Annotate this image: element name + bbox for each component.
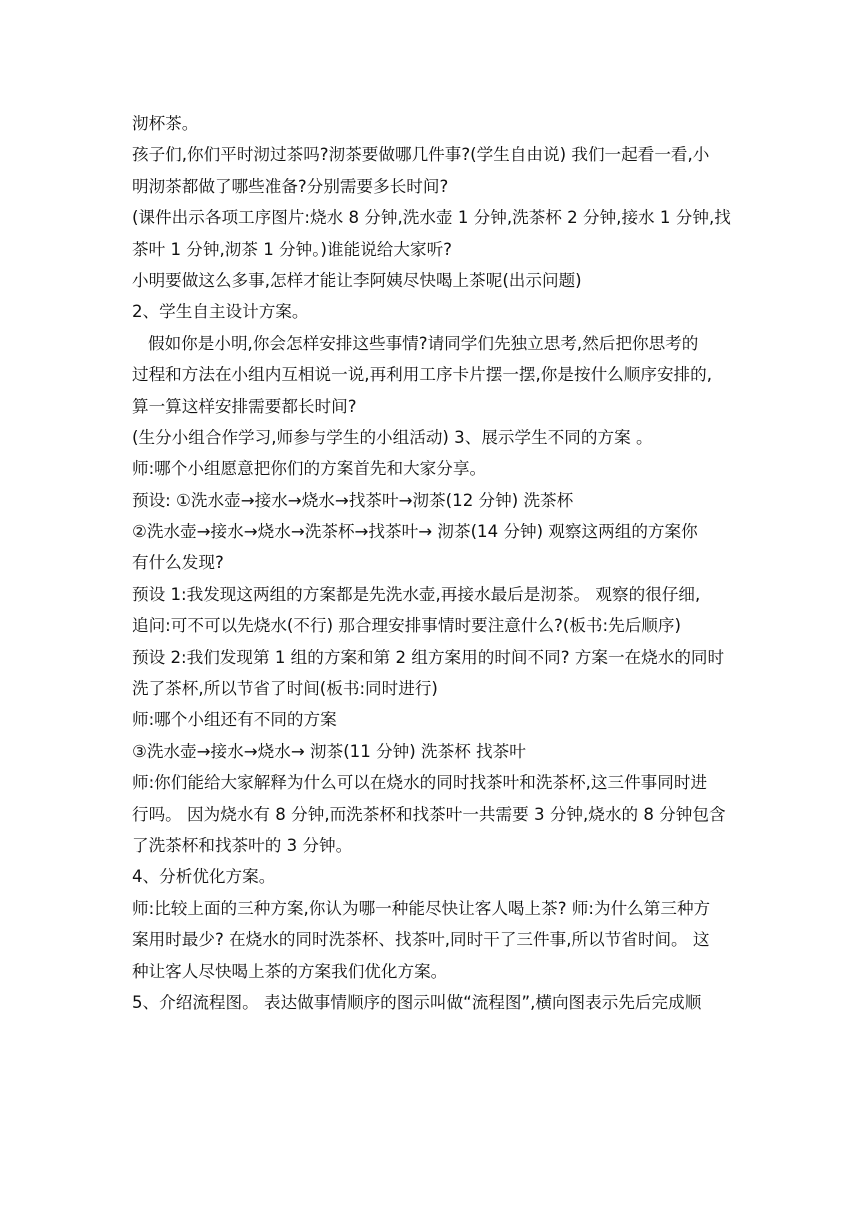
- text-line: 追问:可不可以先烧水(不行) 那合理安排事情时要注意什么?(板书:先后顺序): [132, 616, 681, 636]
- text-line: 孩子们,你们平时沏过茶吗?沏茶要做哪几件事?(学生自由说) 我们一起看一看,小: [132, 145, 710, 165]
- text-line: 洗了茶杯,所以节省了时间(板书:同时进行): [132, 679, 438, 699]
- text-line: 沏杯茶。: [132, 114, 199, 133]
- text-line: 预设: ①洗水壶→接水→烧水→找茶叶→沏茶(12 分钟) 洗茶杯: [132, 490, 574, 510]
- text-line: 师:比较上面的三种方案,你认为哪一种能尽快让客人喝上茶? 师:为什么第三种方: [132, 898, 711, 918]
- text-line: 预设 1:我发现这两组的方案都是先洗水壶,再接水最后是沏茶。 观察的很仔细,: [132, 584, 701, 604]
- text-line: ③洗水壶→接水→烧水→ 沏茶(11 分钟) 洗茶杯 找茶叶: [132, 741, 526, 761]
- text-line: 种让客人尽快喝上茶的方案我们优化方案。: [132, 961, 448, 981]
- text-line: 算一算这样安排需要都长时间?: [132, 396, 357, 416]
- text-line: ②洗水壶→接水→烧水→洗茶杯→找茶叶→ 沏茶(14 分钟) 观察这两组的方案你: [132, 522, 698, 542]
- section-heading: 5、介绍流程图。 表达做事情顺序的图示叫做“流程图”,横向图表示先后完成顺: [132, 992, 702, 1012]
- text-line: 假如你是小明,你会怎样安排这些事情?请同学们先独立思考,然后把你思考的: [148, 333, 699, 353]
- text-line: (课件出示各项工序图片:烧水 8 分钟,洗水壶 1 分钟,洗茶杯 2 分钟,接水 1 分钟,找: [132, 208, 731, 228]
- text-line: 师:哪个小组愿意把你们的方案首先和大家分享。: [132, 459, 487, 479]
- text-line: 小明要做这么多事,怎样才能让李阿姨尽快喝上茶呢(出示问题): [132, 270, 582, 290]
- section-heading: 2、学生自主设计方案。: [132, 302, 309, 322]
- text-line: 案用时最少? 在烧水的同时洗茶杯、找茶叶,同时干了三件事,所以节省时间。 这: [132, 930, 710, 950]
- document-body: [132, 108, 732, 1018]
- text-line: 预设 2:我们发现第 1 组的方案和第 2 组方案用的时间不同? 方案一在烧水的同时: [132, 647, 725, 667]
- text-line: 师:你们能给大家解释为什么可以在烧水的同时找茶叶和洗茶杯,这三件事同时进: [132, 773, 708, 793]
- text-line: 师:哪个小组还有不同的方案: [132, 710, 337, 730]
- text-line: 了洗茶杯和找茶叶的 3 分钟。: [132, 835, 353, 855]
- text-line: 茶叶 1 分钟,沏茶 1 分钟。)谁能说给大家听?: [132, 239, 452, 259]
- section-heading: 4、分析优化方案。: [132, 867, 276, 887]
- text-line: 有什么发现?: [132, 553, 224, 573]
- text-line: 行吗。 因为烧水有 8 分钟,而洗茶杯和找茶叶一共需要 3 分钟,烧水的 8 分钟包含: [132, 804, 726, 824]
- text-line: (生分小组合作学习,师参与学生的小组活动) 3、展示学生不同的方案 。: [132, 427, 653, 447]
- text-line: 明沏茶都做了哪些准备?分别需要多长时间?: [132, 176, 449, 196]
- text-line: 过程和方法在小组内互相说一说,再利用工序卡片摆一摆,你是按什么顺序安排的,: [132, 365, 713, 385]
